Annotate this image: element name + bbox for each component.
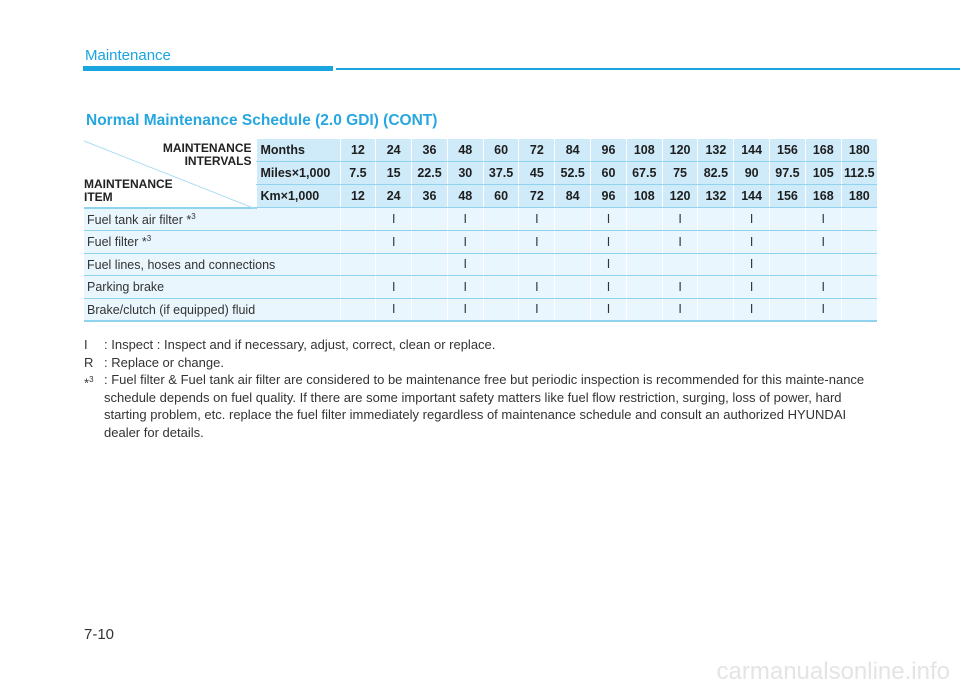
schedule-action-cell <box>555 231 591 254</box>
interval-value-cell: 24 <box>376 185 412 208</box>
schedule-action-cell <box>698 276 734 299</box>
schedule-item-name: Brake/clutch (if equipped) fluid <box>84 298 340 321</box>
schedule-action-cell: I <box>662 298 698 321</box>
interval-unit-label: Km×1,000 <box>256 185 340 208</box>
schedule-item-name: Fuel lines, hoses and connections <box>84 253 340 276</box>
schedule-action-cell: I <box>734 276 770 299</box>
interval-value-cell: 97.5 <box>770 162 806 185</box>
schedule-action-cell <box>340 208 376 231</box>
interval-value-cell: 72 <box>519 139 555 162</box>
legend-text: : Replace or change. <box>104 354 224 370</box>
schedule-item-name: Fuel tank air filter *$^3$ <box>84 208 340 231</box>
schedule-action-cell <box>770 208 806 231</box>
legend-note <box>84 354 884 372</box>
schedule-action-cell <box>483 253 519 276</box>
corner-item-label: MAINTENANCE ITEM <box>84 176 173 204</box>
interval-value-cell: 108 <box>626 139 662 162</box>
interval-value-cell: 112.5 <box>841 162 877 185</box>
schedule-action-cell <box>626 231 662 254</box>
interval-value-cell: 48 <box>447 139 483 162</box>
schedule-action-cell: I <box>591 298 627 321</box>
schedule-action-cell <box>770 298 806 321</box>
schedule-action-cell <box>698 231 734 254</box>
schedule-action-cell <box>483 208 519 231</box>
schedule-action-cell <box>626 253 662 276</box>
interval-value-cell: 132 <box>698 139 734 162</box>
legend-text: : Fuel filter & Fuel tank air filter are considered to be maintenance free but periodic inspection is recommended for this mainte-nance schedule depends on fuel quality. If there are some important safety matters like fuel flow restriction, surging, loss of power, hard starting problem, etc. replace the fuel filter immediately regardless of maintenance schedule and consult an authorized HYUNDAI dealer for details. <box>104 372 865 440</box>
schedule-action-cell: I <box>447 231 483 254</box>
schedule-action-cell: I <box>591 253 627 276</box>
schedule-action-cell: I <box>447 208 483 231</box>
interval-value-cell: 105 <box>805 162 841 185</box>
header-rule-thin <box>336 68 960 70</box>
corner-header-cell <box>84 139 256 208</box>
schedule-action-cell: I <box>376 231 412 254</box>
schedule-action-cell <box>412 298 448 321</box>
schedule-action-cell <box>340 276 376 299</box>
schedule-item-row <box>84 208 877 231</box>
schedule-action-cell <box>698 298 734 321</box>
schedule-action-cell <box>412 253 448 276</box>
schedule-action-cell <box>626 298 662 321</box>
interval-value-cell: 90 <box>734 162 770 185</box>
schedule-action-cell: I <box>376 208 412 231</box>
schedule-action-cell: I <box>662 231 698 254</box>
interval-value-cell: 96 <box>591 185 627 208</box>
schedule-action-cell: I <box>519 276 555 299</box>
schedule-action-cell: I <box>662 208 698 231</box>
schedule-action-cell <box>340 253 376 276</box>
interval-value-cell: 37.5 <box>483 162 519 185</box>
interval-value-cell: 96 <box>591 139 627 162</box>
interval-unit-label: Months <box>256 139 340 162</box>
corner-intervals-label: MAINTENANCE INTERVALS <box>162 141 252 168</box>
schedule-item-row <box>84 253 877 276</box>
schedule-action-cell: I <box>805 208 841 231</box>
schedule-action-cell <box>698 208 734 231</box>
schedule-action-cell: I <box>591 231 627 254</box>
interval-value-cell: 24 <box>376 139 412 162</box>
interval-value-cell: 60 <box>483 185 519 208</box>
schedule-action-cell: I <box>519 208 555 231</box>
schedule-action-cell: I <box>519 298 555 321</box>
schedule-action-cell: I <box>591 208 627 231</box>
interval-value-cell: 82.5 <box>698 162 734 185</box>
legend-text: : Inspect : Inspect and if necessary, adjust, correct, clean or replace. <box>104 337 496 352</box>
interval-value-cell: 72 <box>519 185 555 208</box>
watermark: carmanualsonline.info <box>716 658 950 685</box>
interval-value-cell: 30 <box>447 162 483 185</box>
schedule-item-name: Fuel filter *$^3$ <box>84 231 340 254</box>
schedule-action-cell: I <box>805 231 841 254</box>
interval-value-cell: 60 <box>483 139 519 162</box>
schedule-heading: Normal Maintenance Schedule (2.0 GDI) (CONT) <box>86 112 438 129</box>
interval-value-cell: 84 <box>555 185 591 208</box>
interval-value-cell: 156 <box>770 139 806 162</box>
schedule-action-cell: I <box>805 298 841 321</box>
schedule-action-cell <box>412 231 448 254</box>
schedule-action-cell: I <box>734 298 770 321</box>
interval-value-cell: 12 <box>340 185 376 208</box>
schedule-action-cell <box>770 276 806 299</box>
interval-value-cell: 7.5 <box>340 162 376 185</box>
interval-value-cell: 168 <box>805 185 841 208</box>
schedule-action-cell <box>519 253 555 276</box>
interval-value-cell: 52.5 <box>555 162 591 185</box>
schedule-action-cell <box>483 231 519 254</box>
schedule-action-cell <box>805 253 841 276</box>
section-title: Maintenance <box>85 47 171 64</box>
schedule-action-cell <box>340 298 376 321</box>
legend-note <box>84 336 884 354</box>
schedule-action-cell <box>340 231 376 254</box>
schedule-action-cell <box>555 208 591 231</box>
interval-value-cell: 180 <box>841 185 877 208</box>
schedule-action-cell <box>412 276 448 299</box>
schedule-action-cell <box>626 208 662 231</box>
interval-value-cell: 15 <box>376 162 412 185</box>
schedule-item-name: Parking brake <box>84 276 340 299</box>
legend-key: I <box>84 337 88 352</box>
schedule-action-cell: I <box>734 231 770 254</box>
page-number: 7-10 <box>84 626 115 643</box>
header-rule-thick <box>83 66 333 71</box>
schedule-action-cell <box>412 208 448 231</box>
interval-value-cell: 22.5 <box>412 162 448 185</box>
schedule-action-cell <box>841 276 877 299</box>
interval-value-cell: 144 <box>734 185 770 208</box>
schedule-action-cell <box>770 231 806 254</box>
interval-value-cell: 36 <box>412 139 448 162</box>
interval-value-cell: 67.5 <box>626 162 662 185</box>
schedule-action-cell <box>626 276 662 299</box>
interval-value-cell: 48 <box>447 185 483 208</box>
schedule-action-cell <box>841 208 877 231</box>
interval-value-cell: 75 <box>662 162 698 185</box>
schedule-action-cell <box>698 253 734 276</box>
legend-note <box>84 371 884 441</box>
schedule-action-cell <box>841 298 877 321</box>
interval-value-cell: 45 <box>519 162 555 185</box>
schedule-action-cell <box>770 253 806 276</box>
schedule-action-cell: I <box>447 276 483 299</box>
interval-value-cell: 120 <box>662 139 698 162</box>
schedule-action-cell: I <box>805 276 841 299</box>
schedule-action-cell: I <box>734 253 770 276</box>
schedule-action-cell: I <box>447 253 483 276</box>
maintenance-schedule-table <box>84 139 877 322</box>
schedule-action-cell: I <box>662 276 698 299</box>
schedule-action-cell: I <box>519 231 555 254</box>
schedule-action-cell <box>841 253 877 276</box>
interval-value-cell: 36 <box>412 185 448 208</box>
schedule-action-cell: I <box>447 298 483 321</box>
legend-notes <box>84 336 884 441</box>
interval-value-cell: 156 <box>770 185 806 208</box>
schedule-action-cell <box>555 298 591 321</box>
interval-unit-label: Miles×1,000 <box>256 162 340 185</box>
schedule-action-cell <box>376 253 412 276</box>
schedule-item-row <box>84 231 877 254</box>
schedule-action-cell <box>662 253 698 276</box>
schedule-action-cell <box>841 231 877 254</box>
schedule-action-cell <box>483 298 519 321</box>
legend-key: *$^3$ <box>84 375 94 391</box>
schedule-action-cell: I <box>376 276 412 299</box>
interval-header-row <box>84 139 877 162</box>
interval-value-cell: 60 <box>591 162 627 185</box>
interval-value-cell: 180 <box>841 139 877 162</box>
interval-value-cell: 120 <box>662 185 698 208</box>
schedule-action-cell: I <box>734 208 770 231</box>
interval-value-cell: 168 <box>805 139 841 162</box>
schedule-action-cell <box>483 276 519 299</box>
interval-value-cell: 108 <box>626 185 662 208</box>
interval-value-cell: 144 <box>734 139 770 162</box>
legend-key: R <box>84 354 94 370</box>
schedule-action-cell <box>555 276 591 299</box>
schedule-action-cell: I <box>376 298 412 321</box>
schedule-item-row <box>84 298 877 321</box>
interval-value-cell: 84 <box>555 139 591 162</box>
interval-value-cell: 132 <box>698 185 734 208</box>
schedule-action-cell: I <box>591 276 627 299</box>
schedule-item-row <box>84 276 877 299</box>
schedule-action-cell <box>555 253 591 276</box>
interval-value-cell: 12 <box>340 139 376 162</box>
